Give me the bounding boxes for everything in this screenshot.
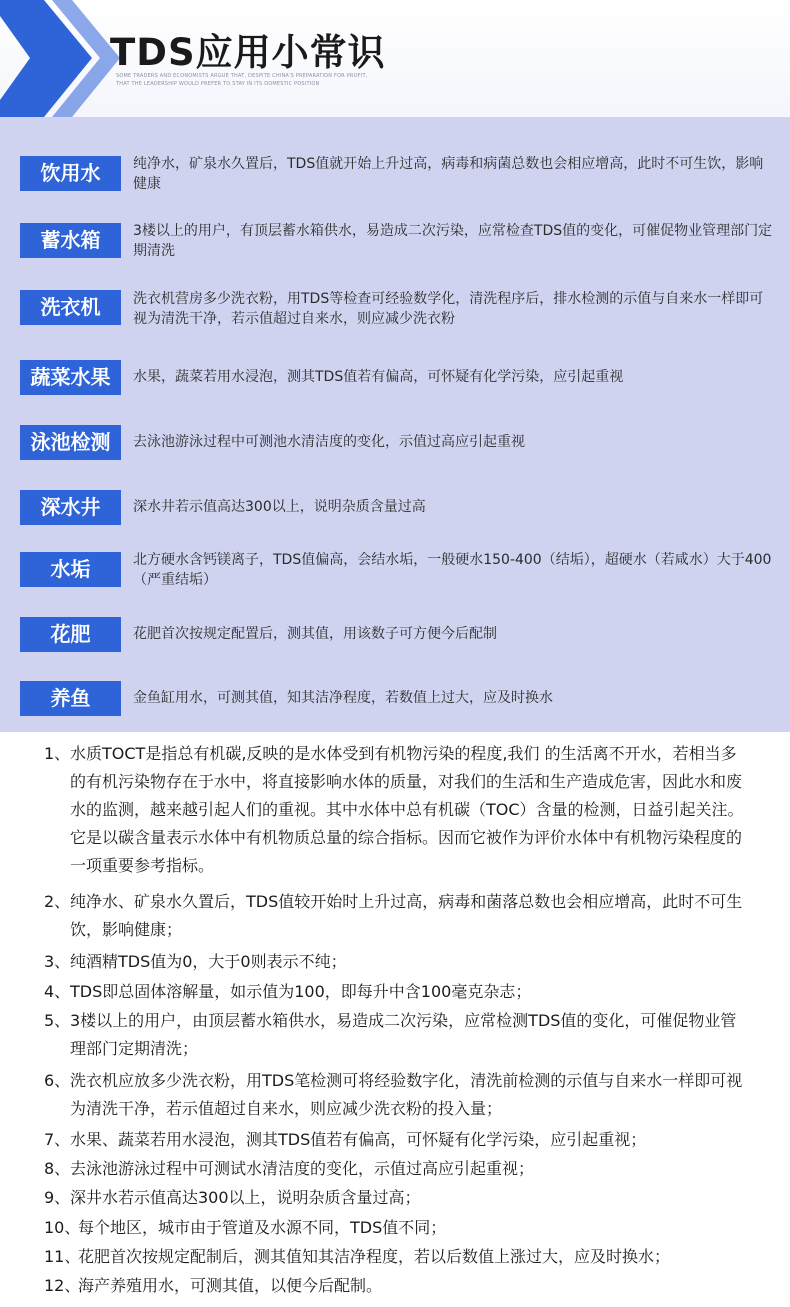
list-item-text: 3楼以上的用户，由顶层蓄水箱供水，易造成二次污染，应常检测TDS值的变化，可催促物业管理部门定期清洗； bbox=[70, 1011, 737, 1058]
list-item-number: 1、 bbox=[44, 744, 71, 763]
list-item bbox=[44, 1155, 744, 1183]
list-item bbox=[44, 948, 744, 976]
list-item-text: 水果、蔬菜若用水浸泡，测其TDS值若有偏高，可怀疑有化学污染，应引起重视； bbox=[70, 1130, 647, 1149]
row-description: 花肥首次按规定配置后，测其值，用该数子可方便今后配制 bbox=[133, 626, 497, 642]
row-description: 3楼以上的用户，有顶层蓄水箱供水，易造成二次污染，应常检查TDS值的变化，可催促物业管理部门定期清洗 bbox=[133, 223, 773, 259]
row-description: 纯净水，矿泉水久置后，TDS值就开始上升过高，病毒和病菌总数也会相应增高，此时不可生饮，影响健康 bbox=[133, 156, 764, 192]
row-description: 去泳池游泳过程中可测池水清洁度的变化，示值过高应引起重视 bbox=[133, 434, 525, 450]
list-item-number: 6、 bbox=[44, 1071, 71, 1090]
page-subtitle: SOME TRADERS AND ECONOMISTS ARGUE THAT, DESPITE CHINA'S PREPARATION FOR PROFIT, THAT THE LEADERSHIP WOULD PREFER TO STAY IN ITS DOMESTIC POSITION bbox=[116, 73, 368, 87]
list-item bbox=[44, 1214, 744, 1242]
list-item-number: 7、 bbox=[44, 1130, 71, 1149]
list-item bbox=[44, 740, 744, 880]
list-item bbox=[44, 1126, 744, 1154]
tag-label: 蔬菜水果 bbox=[20, 360, 121, 395]
row-description: 深水井若示值高达300以上，说明杂质含量过高 bbox=[133, 499, 426, 515]
list-item-text: 洗衣机应放多少洗衣粉，用TDS笔检测可将经验数字化，清洗前检测的示值与自来水一样即可视为清洗干净，若示值超过自来水，则应减少洗衣粉的投入量； bbox=[70, 1071, 743, 1118]
list-item-text: 花肥首次按规定配制后，测其值知其洁净程度，若以后数值上涨过大，应及时换水； bbox=[78, 1247, 671, 1266]
tag-label: 洗衣机 bbox=[20, 290, 121, 325]
row-description: 北方硬水含钙镁离子，TDS值偏高，会结水垢，一般硬水150-400（结垢），超硬水（若咸水）大于400（严重结垢） bbox=[133, 552, 772, 588]
list-item-text: 每个地区，城市由于管道及水源不同，TDS值不同； bbox=[78, 1218, 447, 1237]
list-item-text: 水质TOCT是指总有机碳,反映的是水体受到有机物污染的程度,我们 的生活离不开水，若相当多的有机污染物存在于水中，将直接影响水体的质量，对我们的生活和生产造成危害，因此水和废水的监测，越来越引起人们的重视。其中水体中总有机碳（TOC）含量的检测，日益引起关注。它是以碳含量表示水体中有机物质总量的综合指标。因而它被作为评价水体中有机物污染程度的一项重要参考指标。 bbox=[70, 744, 744, 875]
application-panel bbox=[0, 117, 790, 732]
list-item-number: 3、 bbox=[44, 952, 71, 971]
list-item-text: TDS即总固体溶解量，如示值为100，即每升中含100毫克杂志； bbox=[70, 982, 532, 1001]
row-description: 水果，蔬菜若用水浸泡，测其TDS值若有偏高，可怀疑有化学污染，应引起重视 bbox=[133, 369, 624, 385]
tag-label: 蓄水箱 bbox=[20, 223, 121, 258]
tag-label: 花肥 bbox=[20, 617, 121, 652]
list-item-number: 8、 bbox=[44, 1159, 71, 1178]
list-item-number: 4、 bbox=[44, 982, 71, 1001]
list-item-text: 海产养殖用水，可测其值，以便今后配制。 bbox=[78, 1276, 383, 1295]
list-item bbox=[44, 888, 744, 944]
tag-label: 水垢 bbox=[20, 552, 121, 587]
list-item bbox=[44, 1243, 744, 1271]
list-item bbox=[44, 1067, 744, 1123]
tag-label: 饮用水 bbox=[20, 156, 121, 191]
list-item bbox=[44, 1272, 744, 1300]
list-item bbox=[44, 978, 744, 1006]
list-item-text: 去泳池游泳过程中可测试水清洁度的变化，示值过高应引起重视； bbox=[70, 1159, 535, 1178]
list-item-number: 2、 bbox=[44, 892, 71, 911]
list-item-text: 深井水若示值高达300以上，说明杂质含量过高； bbox=[70, 1188, 421, 1207]
row-description: 金鱼缸用水，可测其值，知其洁净程度，若数值上过大，应及时换水 bbox=[133, 690, 553, 706]
list-item-number: 11、 bbox=[44, 1247, 81, 1266]
page-title: TDS应用小常识 bbox=[110, 31, 386, 74]
list-item bbox=[44, 1007, 744, 1063]
header-banner bbox=[0, 0, 790, 117]
tag-label: 养鱼 bbox=[20, 681, 121, 716]
list-item-text: 纯酒精TDS值为0，大于0则表示不纯； bbox=[70, 952, 347, 971]
tag-label: 深水井 bbox=[20, 490, 121, 525]
list-item-number: 12、 bbox=[44, 1276, 81, 1295]
list-item-number: 9、 bbox=[44, 1188, 71, 1207]
row-description: 洗衣机营房多少洗衣粉，用TDS等检查可经验数学化，清洗程序后，排水检测的示值与自来水一样即可视为清洗干净，若示值超过自来水，则应减少洗衣粉 bbox=[133, 291, 764, 327]
tag-label: 泳池检测 bbox=[20, 425, 121, 460]
list-item-number: 5、 bbox=[44, 1011, 71, 1030]
list-item bbox=[44, 1184, 744, 1212]
list-item-text: 纯净水、矿泉水久置后，TDS值较开始时上升过高，病毒和菌落总数也会相应增高，此时不可生饮，影响健康； bbox=[70, 892, 743, 939]
list-item-number: 10、 bbox=[44, 1218, 81, 1237]
